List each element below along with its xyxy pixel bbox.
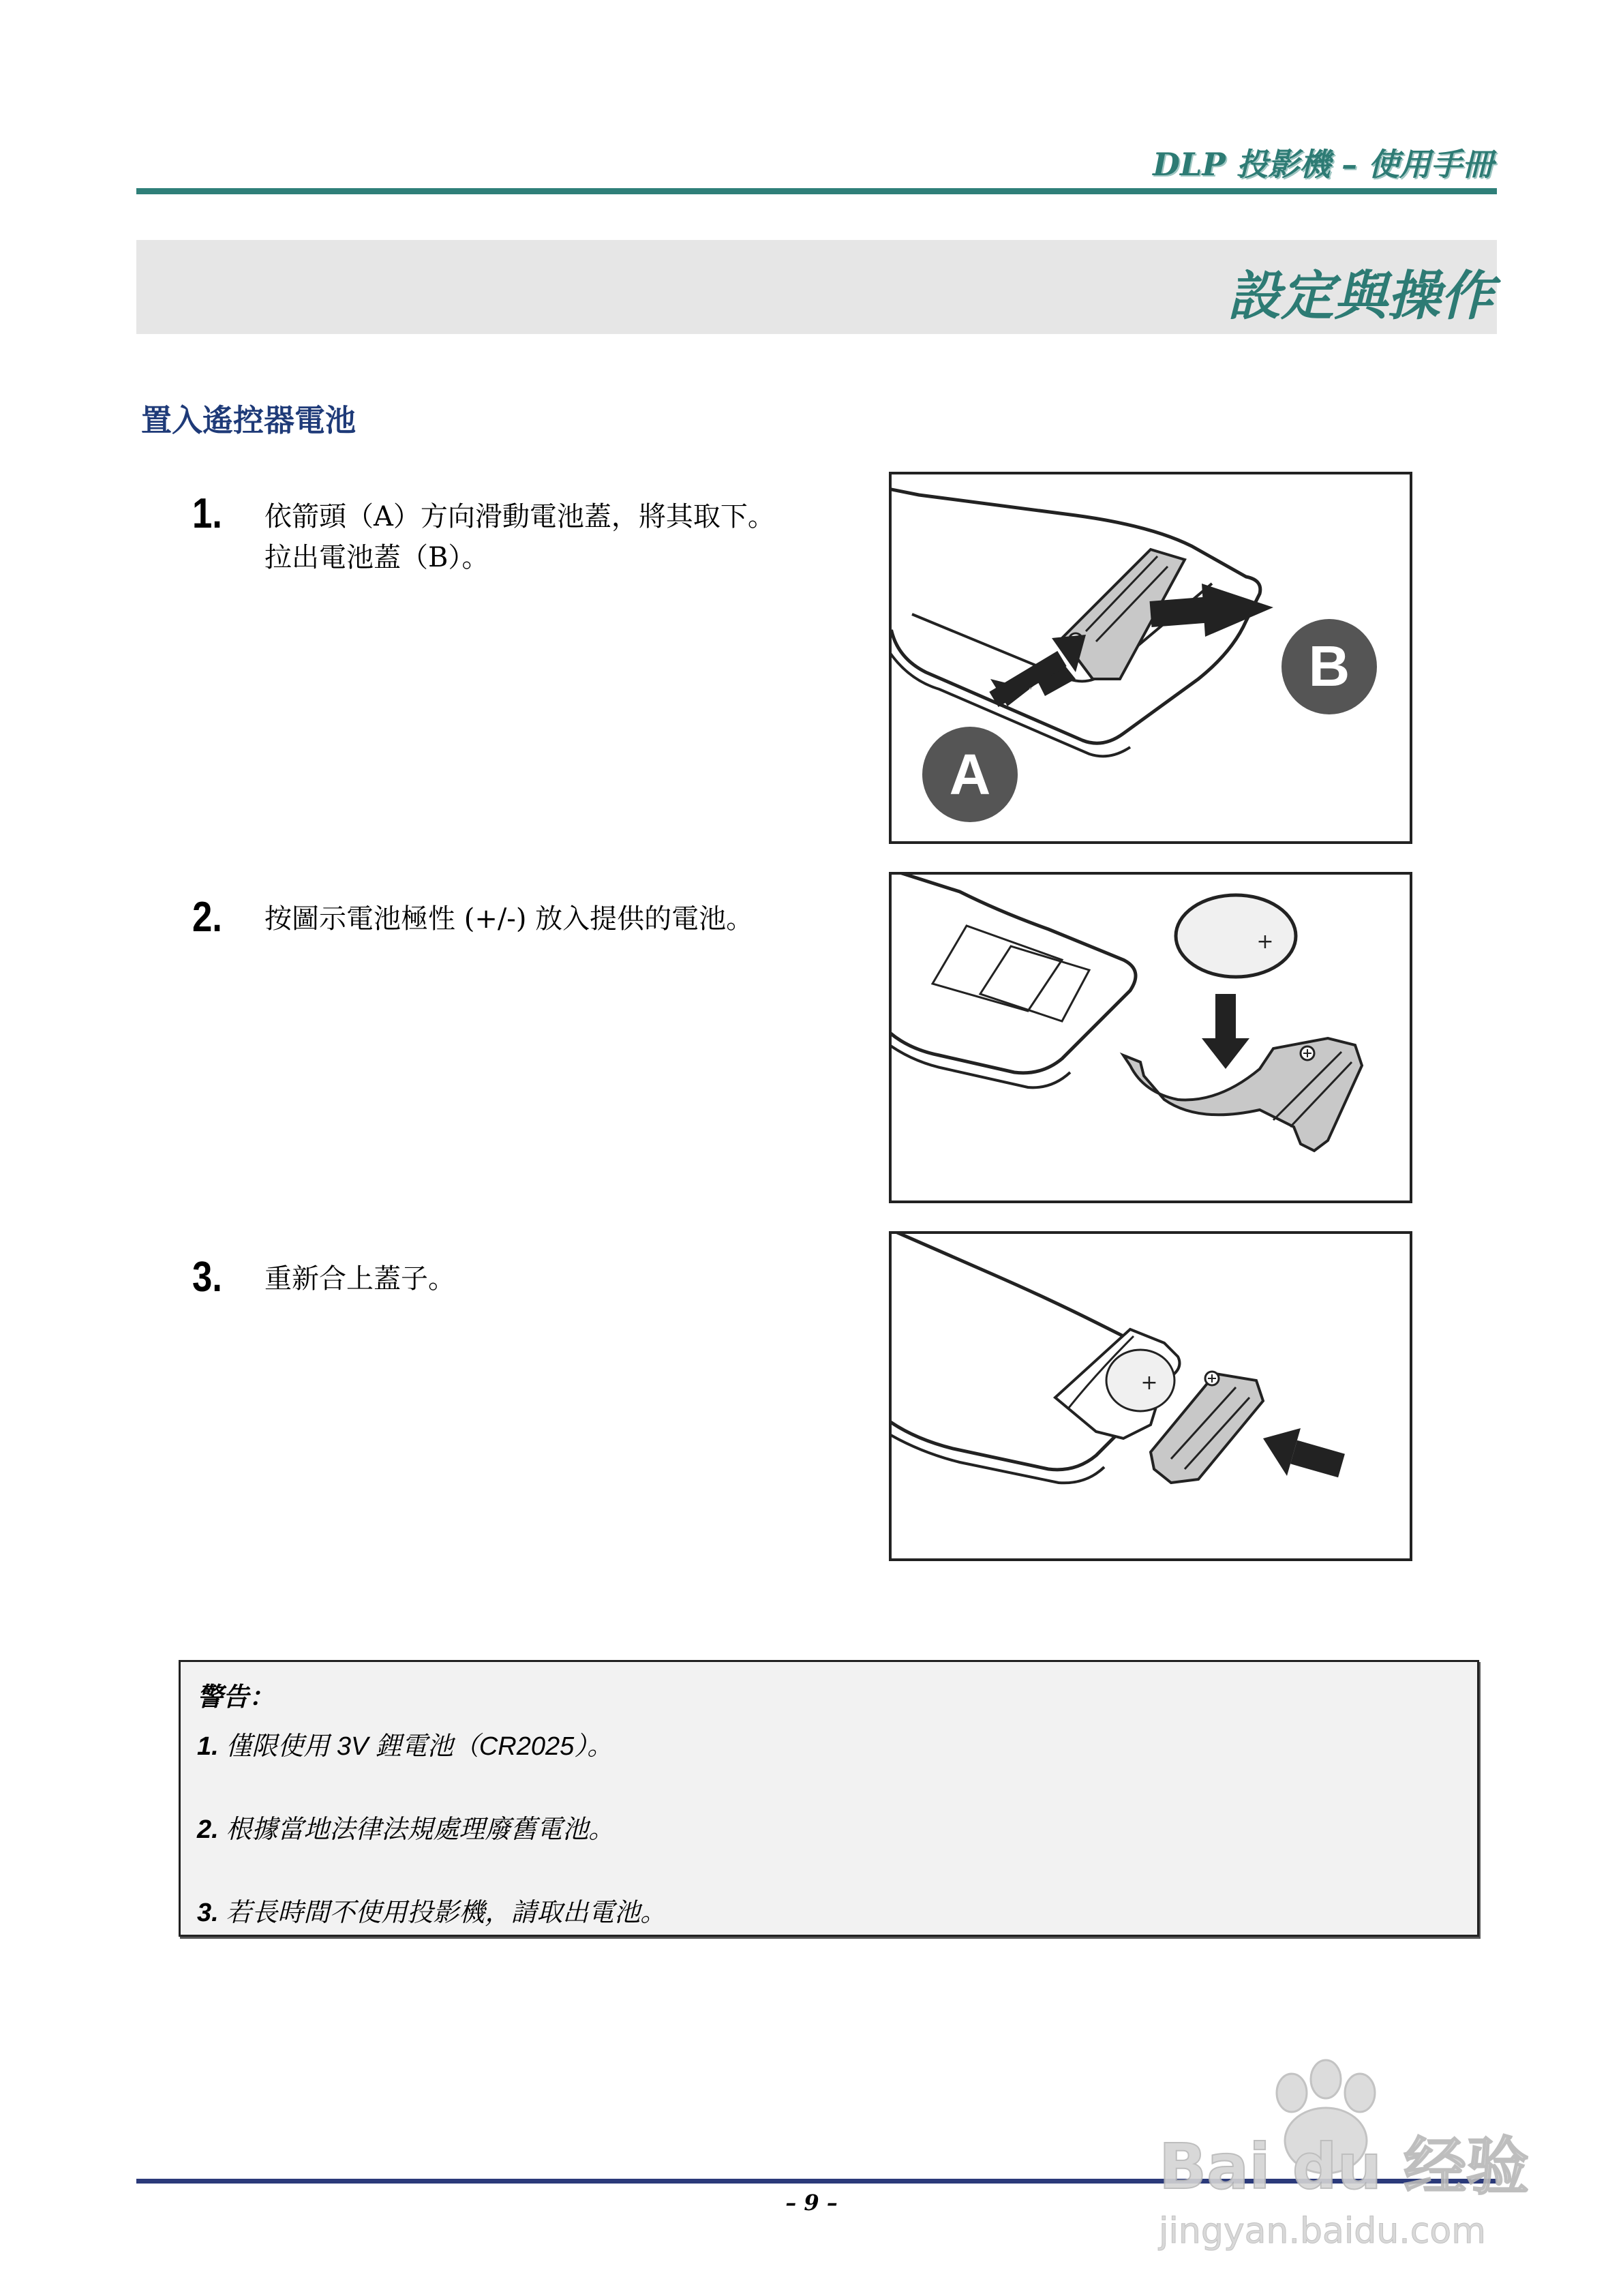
- step-2-number: 2.: [192, 894, 222, 941]
- warning-item-3-number: 3.: [197, 1899, 219, 1927]
- warning-box: [179, 1660, 1479, 1937]
- warning-item-1-number: 1.: [197, 1732, 219, 1761]
- step-2-text: 按圖示電池極性 (+/-) 放入提供的電池。: [264, 903, 754, 935]
- watermark-brand: Bai du 经验: [1159, 2130, 1530, 2203]
- warning-item-2-number: 2.: [197, 1815, 219, 1844]
- battery-plus-sign-2: +: [1140, 1371, 1158, 1395]
- label-a: A: [949, 742, 991, 806]
- battery-plus-sign: +: [1256, 930, 1274, 954]
- figure-close-cover: [889, 1231, 1412, 1561]
- figure-insert-battery: [889, 872, 1412, 1203]
- label-b: B: [1308, 634, 1350, 698]
- manual-header-title: DLP 投影機 – 使用手冊: [1153, 146, 1493, 183]
- step-1-number: 1.: [192, 490, 222, 537]
- figure-remove-battery-cover: [889, 472, 1412, 844]
- header-divider: [136, 188, 1497, 194]
- baidu-watermark: [1145, 2038, 1568, 2263]
- watermark-url: jingyan.baidu.com: [1159, 2211, 1486, 2252]
- warning-item-2-text: 根據當地法律法規處理廢舊電池。: [226, 1815, 615, 1844]
- section-title: 設定與操作: [1227, 266, 1493, 327]
- warning-item-1-text: 僅限使用 3V 鋰電池（CR2025）。: [226, 1732, 613, 1761]
- warning-item-3: [197, 1891, 666, 1929]
- page-number: – 9 –: [785, 2190, 838, 2216]
- step-1-text: 依箭頭（A）方向滑動電池蓋，將其取下。拉出電池蓋（B）。: [264, 501, 775, 573]
- warning-item-1: [197, 1725, 613, 1762]
- warning-title: 警告：: [197, 1683, 275, 1712]
- step-3-number: 3.: [192, 1254, 222, 1301]
- warning-item-2: [197, 1808, 614, 1845]
- warning-item-3-text: 若長時間不使用投影機，請取出電池。: [226, 1899, 667, 1927]
- subheading-insert-battery: 置入遙控器電池: [141, 402, 357, 438]
- step-3-text: 重新合上蓋子。: [264, 1263, 455, 1295]
